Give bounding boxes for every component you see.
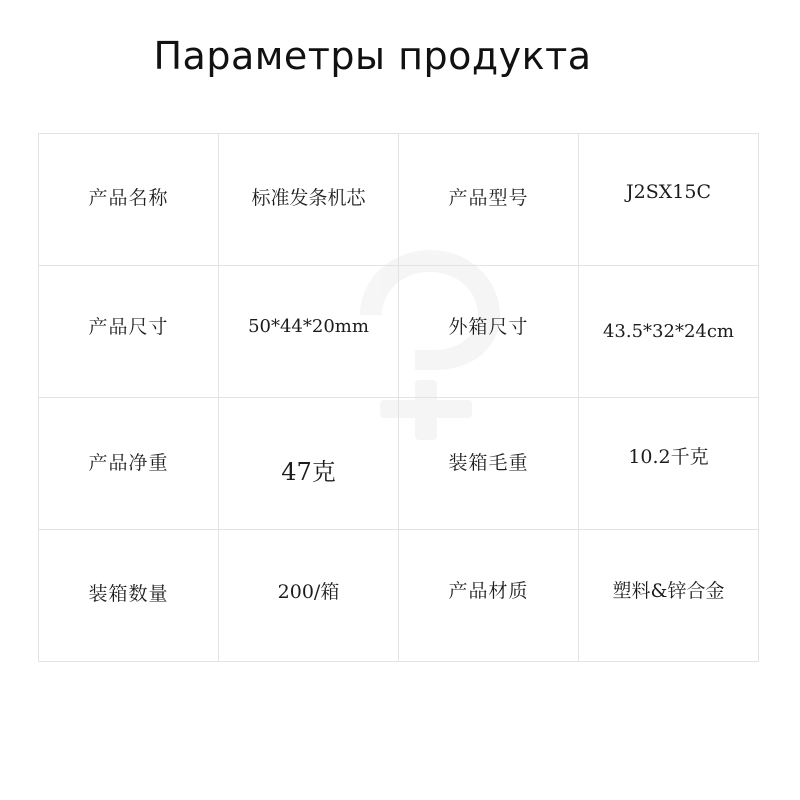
spec-value: 塑料&锌合金 <box>612 580 725 602</box>
spec-label: 产品材质 <box>448 580 529 602</box>
spec-value-cell <box>579 134 759 266</box>
table-row <box>39 134 759 266</box>
spec-label-cell <box>399 398 579 530</box>
spec-label-cell <box>39 266 219 398</box>
spec-value-cell <box>579 266 759 398</box>
page-title: Параметры продукта <box>153 34 592 78</box>
spec-label-cell <box>39 398 219 530</box>
table-row <box>39 530 759 662</box>
spec-label-cell <box>399 530 579 662</box>
spec-label: 装箱毛重 <box>448 452 529 474</box>
spec-label: 产品型号 <box>448 187 529 209</box>
spec-label-cell <box>399 266 579 398</box>
spec-label: 外箱尺寸 <box>448 316 529 338</box>
spec-value: J2SX15C <box>626 180 711 203</box>
spec-label: 产品净重 <box>88 452 169 474</box>
table-row <box>39 398 759 530</box>
spec-label-cell <box>399 134 579 266</box>
spec-label: 产品名称 <box>88 187 169 209</box>
spec-label-cell <box>39 530 219 662</box>
spec-value: 50*44*20mm <box>248 315 369 337</box>
spec-value-cell <box>219 398 399 530</box>
spec-value: 47克 <box>281 458 336 486</box>
spec-value-cell <box>219 530 399 662</box>
table-row <box>39 266 759 398</box>
spec-value-cell <box>219 134 399 266</box>
spec-value-cell <box>579 530 759 662</box>
spec-label-cell <box>39 134 219 266</box>
spec-label: 产品尺寸 <box>88 316 169 338</box>
spec-value-cell <box>219 266 399 398</box>
spec-table <box>38 133 759 662</box>
spec-value: 43.5*32*24cm <box>602 320 735 342</box>
spec-value-cell <box>579 398 759 530</box>
spec-value: 标准发条机芯 <box>251 187 366 209</box>
spec-value: 200/箱 <box>277 581 340 603</box>
spec-value: 10.2千克 <box>628 446 709 468</box>
spec-label: 装箱数量 <box>88 583 169 605</box>
